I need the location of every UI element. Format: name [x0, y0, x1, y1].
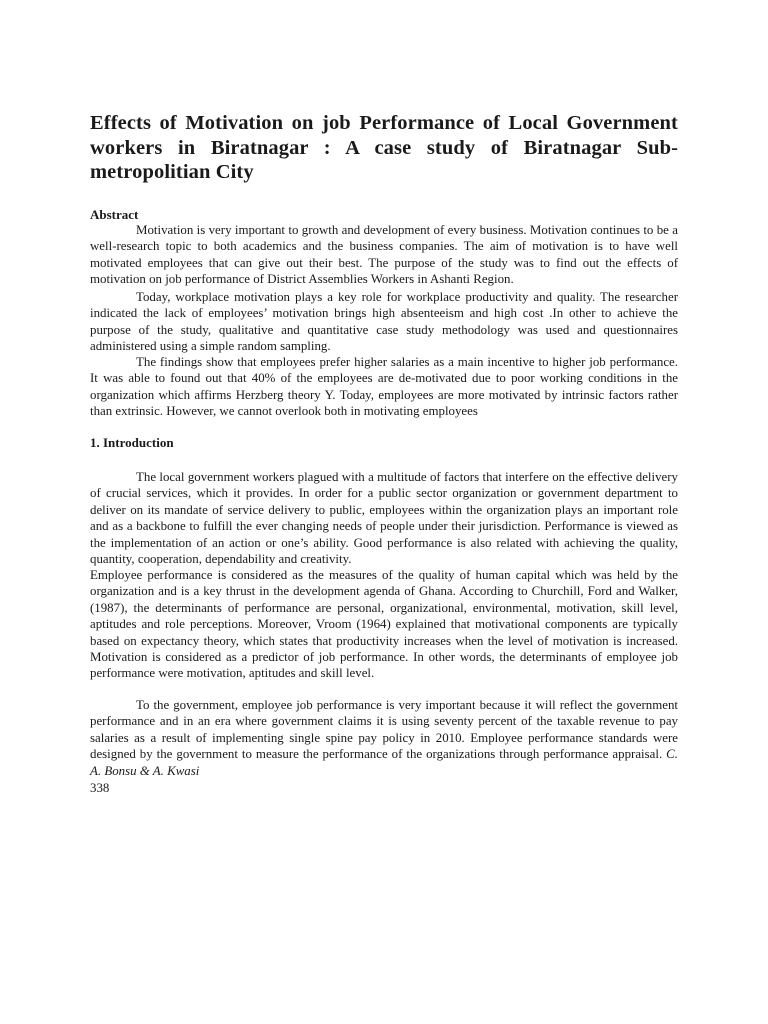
introduction-heading: 1. Introduction	[90, 435, 174, 450]
abstract-heading: Abstract	[90, 207, 139, 222]
abstract-paragraph: The findings show that employees prefer higher salaries as a main incentive to higher job performance. It was able to found out that 40% of the employees are de-motivated due to poor working conditions in the organization which affirms Herzberg theory Y. Today, employees are more motivated by intrinsic factors rather than extrinsic. However, we cannot overlook both in motivating employees	[90, 355, 678, 419]
abstract-paragraph: Motivation is very important to growth and development of every business. Motivation continues to be a well-research topic to both academics and the business companies. The aim of motivation is to have well motivated employees that can give out their best. The purpose of the study was to find out the effects of motivation on job performance of District Assemblies Workers in Ashanti Region.	[90, 223, 678, 287]
introduction-paragraph	[90, 697, 678, 779]
paper-title: Effects of Motivation on job Performance of Local Government workers in Biratnagar : A case study of Biratnagar Sub-metropolitian City	[90, 112, 678, 183]
introduction-paragraph: The local government workers plagued with a multitude of factors that interfere on the effective delivery of crucial services, which it provides. In order for a public sector organization or government department to deliver on its mandate of service delivery to public, employees within the organization plays an important role and as a backbone to fulfill the ever changing needs of people under their jurisdiction. Performance is viewed as the implementation of an action or one’s ability. Good performance is also related with achieving the quality, quantity, cooperation, dependability and creativity.	[90, 470, 678, 567]
introduction-paragraph-text: To the government, employee job performance is very important because it will reflect the government performance and in an era where government claims it is using seventy percent of the taxable revenue to pay salaries as a result of implementing single spine pay policy in 2010. Employee performance standards were designed by the government to measure the performance of the organizations through performance appraisal.	[90, 698, 678, 762]
author-credit: C. A. Bonsu & A. Kwasi	[90, 747, 678, 778]
page-number: 338	[90, 781, 110, 795]
abstract-paragraph: Today, workplace motivation plays a key role for workplace productivity and quality. The researcher indicated the lack of employees’ motivation brings high absenteeism and high cost .In other to achieve the purpose of the study, qualitative and quantitative case study methodology was used and questionnaires administered using a simple random sampling.	[90, 290, 678, 354]
introduction-paragraph: Employee performance is considered as the measures of the quality of human capital which was held by the organization and is a key thrust in the development agenda of Ghana. According to Churchill, Ford and Walker, (1987), the determinants of performance are personal, organizational, environmental, motivation, skill level, aptitudes and role perceptions. Moreover, Vroom (1964) explained that motivational components are typically based on expectancy theory, which states that productivity increases when the level of motivation is increased. Motivation is considered as a predictor of job performance. In other words, the determinants of employee job performance were motivation, aptitudes and skill level.	[90, 568, 678, 681]
